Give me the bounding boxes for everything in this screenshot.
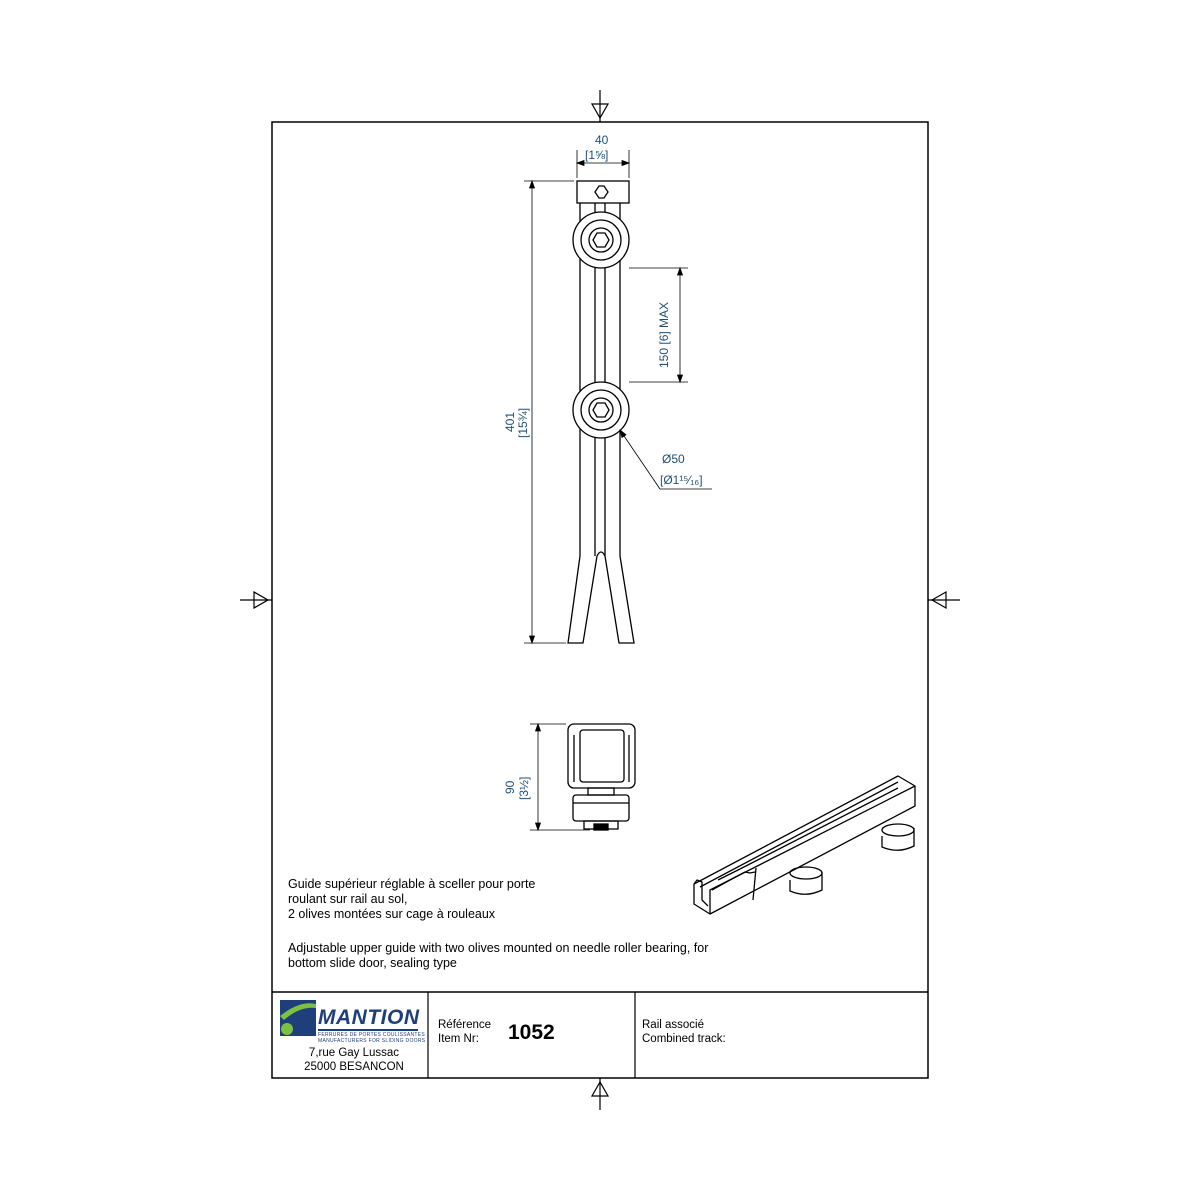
guide-front-view bbox=[568, 181, 634, 643]
company-tagline-2: MANUFACTURERS FOR SLIDING DOORS bbox=[318, 1038, 426, 1044]
description-en-line: Adjustable upper guide with two olives mounted on needle roller bearing, for bbox=[288, 941, 709, 955]
rail-label-fr: Rail associé bbox=[642, 1019, 704, 1031]
reference-label-fr: Référence bbox=[438, 1019, 492, 1031]
dim-length bbox=[524, 181, 574, 643]
description-fr bbox=[288, 877, 535, 922]
address-line-2: 25000 BESANCON bbox=[304, 1061, 404, 1073]
dim-width-mm: 40 bbox=[595, 133, 609, 147]
description-en-line: bottom slide door, sealing type bbox=[288, 956, 457, 970]
centering-mark-bottom bbox=[592, 1078, 608, 1110]
company-name: MANTION bbox=[318, 1006, 420, 1029]
guide-side-view bbox=[568, 724, 635, 830]
description-fr-line: Guide supérieur réglable à sceller pour porte bbox=[288, 877, 536, 891]
dim-height bbox=[530, 724, 590, 830]
dim-spacing-label: 150 [6] MAX bbox=[657, 301, 671, 368]
dim-diameter-mm: Ø50 bbox=[662, 452, 685, 466]
dim-length-mm: 401 bbox=[503, 411, 517, 432]
centering-mark-top bbox=[592, 90, 608, 122]
guide-isometric-view bbox=[694, 776, 915, 914]
dim-height-mm: 90 bbox=[503, 780, 517, 794]
description-fr-line: 2 olives montées sur cage à rouleaux bbox=[288, 907, 496, 921]
company-tagline-1: FERRURES DE PORTES COULISSANTES bbox=[318, 1032, 426, 1038]
reference-value: 1052 bbox=[508, 1021, 555, 1044]
dim-diameter-in: [Ø1¹⁵⁄₁₆] bbox=[660, 473, 703, 487]
rail-label-en: Combined track: bbox=[642, 1033, 726, 1045]
reference-label-en: Item Nr: bbox=[438, 1033, 479, 1045]
address-line-1: 7,rue Gay Lussac bbox=[308, 1047, 400, 1059]
dim-length-in: [15¾] bbox=[516, 407, 530, 438]
dim-width-in: [1⅝] bbox=[585, 148, 609, 162]
centering-mark-right bbox=[928, 592, 960, 608]
description-fr-line: roulant sur rail au sol, bbox=[288, 892, 408, 906]
centering-mark-left bbox=[240, 592, 272, 608]
description-en bbox=[288, 941, 708, 971]
dim-height-in: [3½] bbox=[517, 776, 531, 800]
